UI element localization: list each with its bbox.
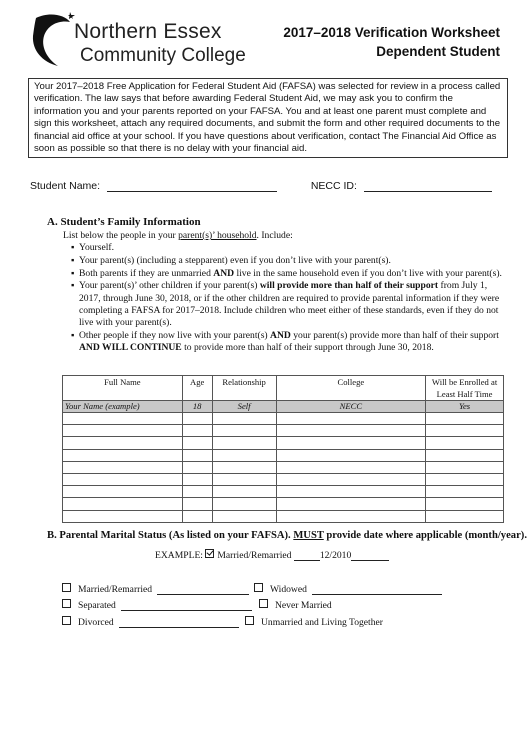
section-a-lead-text: List below the people in your (63, 230, 179, 241)
table-cell[interactable] (276, 498, 426, 510)
date-field[interactable] (119, 616, 239, 628)
checkbox-icon[interactable] (62, 599, 71, 608)
necc-id-field[interactable] (364, 180, 492, 192)
logo-text-line2: Community College (80, 45, 246, 66)
table-cell[interactable] (212, 413, 276, 425)
example-blank-line (294, 549, 320, 561)
checkbox-icon[interactable] (62, 583, 71, 592)
section-b-title-paren: (As listed on your FAFSA). (168, 530, 294, 541)
table-cell[interactable] (426, 437, 504, 449)
date-field[interactable] (312, 583, 442, 595)
example-blank-line (351, 549, 389, 561)
bullet-text: Both parents if they are unmarried (79, 267, 214, 279)
table-cell[interactable] (426, 486, 504, 498)
table-cell[interactable] (63, 473, 183, 485)
section-a-title: A. Student’s Family Information (47, 216, 201, 228)
table-cell[interactable] (212, 437, 276, 449)
option-divorced[interactable] (62, 616, 239, 628)
option-unmarried-living-together[interactable] (245, 616, 383, 628)
table-cell[interactable] (63, 425, 183, 437)
table-row (63, 425, 504, 437)
table-cell[interactable] (182, 498, 212, 510)
table-cell[interactable] (212, 486, 276, 498)
option-label: Married/Remarried (78, 584, 153, 595)
table-cell[interactable] (182, 486, 212, 498)
necc-id-label: NECC ID: (310, 180, 357, 192)
marital-status-example (155, 549, 389, 561)
option-label: Divorced (78, 617, 114, 628)
example-date: 12/2010 (319, 550, 352, 561)
list-item (71, 280, 511, 329)
table-row (63, 413, 504, 425)
table-cell[interactable] (63, 413, 183, 425)
option-label: Never Married (275, 600, 332, 611)
table-cell[interactable] (182, 413, 212, 425)
section-b-title (47, 530, 527, 541)
table-example-row (63, 401, 504, 413)
example-full-name: Your Name (example) (63, 401, 183, 413)
section-a-lead-end: . Include: (256, 230, 293, 241)
example-college: NECC (276, 401, 426, 413)
section-b-title-main: B. Parental Marital Status (47, 530, 169, 541)
table-cell[interactable] (212, 473, 276, 485)
table-cell[interactable] (276, 473, 426, 485)
table-row (63, 498, 504, 510)
checkbox-icon[interactable] (62, 616, 71, 625)
list-item (71, 268, 511, 280)
student-name-label: Student Name: (30, 180, 101, 192)
column-header-full-name: Full Name (63, 376, 183, 401)
table-cell[interactable] (182, 449, 212, 461)
table-cell[interactable] (63, 461, 183, 473)
bullet-text: to provide more than half of their support through June 30, 2018. (181, 342, 434, 354)
table-cell[interactable] (212, 461, 276, 473)
table-cell[interactable] (426, 498, 504, 510)
logo-swoosh-icon (30, 10, 78, 72)
bullet-icon: ▪ (71, 254, 75, 266)
column-header-relationship: Relationship (212, 376, 276, 401)
table-row (63, 473, 504, 485)
option-married[interactable] (62, 583, 249, 595)
table-cell[interactable] (276, 449, 426, 461)
checkbox-icon[interactable] (254, 583, 263, 592)
bullet-text: live in the same household even if you don’t live with your parent(s). (234, 267, 502, 279)
example-relationship: Self (212, 401, 276, 413)
column-header-enrolled: Will be Enrolled at Least Half Time (426, 376, 504, 401)
bullet-text: from July 1, 2017, through June 30, 2018, or if the other children are required to provide parental information if they were completing a FAFSA for 2017–2018. Include children who meet either of these standards, even if they do not live with your parent(s). (79, 280, 500, 329)
table-cell[interactable] (276, 510, 426, 522)
bullet-icon: ▪ (71, 267, 75, 279)
section-b-title-must: MUST (293, 530, 324, 541)
bullet-text: Your parent(s)’ other children if your parent(s) (79, 280, 260, 292)
document-title-line2: Dependent Student (376, 44, 500, 59)
list-item (71, 330, 511, 355)
option-never-married[interactable] (259, 599, 332, 611)
date-field[interactable] (157, 583, 249, 595)
table-cell[interactable] (63, 437, 183, 449)
table-cell[interactable] (426, 413, 504, 425)
table-row (63, 486, 504, 498)
date-field[interactable] (121, 599, 252, 611)
section-a-lead (63, 230, 293, 241)
table-cell[interactable] (63, 498, 183, 510)
table-cell[interactable] (182, 425, 212, 437)
table-cell[interactable] (212, 425, 276, 437)
table-cell[interactable] (182, 437, 212, 449)
table-cell[interactable] (212, 498, 276, 510)
example-label: EXAMPLE: (155, 550, 206, 561)
bullet-icon: ▪ (71, 242, 75, 253)
table-row (63, 437, 504, 449)
option-label: Separated (78, 600, 116, 611)
option-separated[interactable] (62, 599, 252, 611)
table-cell[interactable] (276, 461, 426, 473)
document-title-line1: 2017–2018 Verification Worksheet (283, 25, 500, 40)
example-option-label: Married/Remarried (217, 550, 294, 561)
table-cell[interactable] (182, 473, 212, 485)
table-cell[interactable] (276, 437, 426, 449)
section-b-title-end: provide date where applicable (month/year). (323, 530, 527, 541)
table-row (63, 510, 504, 522)
checked-box-icon (205, 549, 214, 558)
student-name-field[interactable] (107, 180, 277, 192)
table-header-row (63, 376, 504, 401)
table-cell[interactable] (63, 486, 183, 498)
table-cell[interactable] (63, 510, 183, 522)
option-label: Unmarried and Living Together (261, 617, 383, 628)
list-item (71, 255, 511, 267)
document-title (240, 23, 500, 61)
table-cell[interactable] (212, 510, 276, 522)
example-enrolled: Yes (426, 401, 504, 413)
bullet-icon: ▪ (71, 330, 75, 342)
checkbox-icon[interactable] (259, 599, 268, 608)
table-cell[interactable] (426, 449, 504, 461)
table-cell[interactable] (276, 486, 426, 498)
table-cell[interactable] (426, 510, 504, 522)
logo-text-line1: Northern Essex (74, 20, 222, 43)
intro-notice: Your 2017–2018 Free Application for Federal Student Aid (FAFSA) was selected for review in a process called verification. The law says that before awarding Federal Student Aid, we may ask you to confirm the information you and your parents reported on your FAFSA. You and at least one parent must complete and sign this worksheet, attach any required documents, and submit the form and other required documents to the financial aid office at your school. If you have questions about verification, contact The Financial Aid Office as soon as possible so that there is no delay with your financial aid. (28, 78, 508, 158)
column-header-college: College (276, 376, 426, 401)
bullet-icon: ▪ (71, 280, 75, 292)
table-cell[interactable] (426, 461, 504, 473)
table-cell[interactable] (212, 449, 276, 461)
option-widowed[interactable] (254, 583, 442, 595)
table-cell[interactable] (63, 449, 183, 461)
section-a-bullet-list (71, 242, 511, 355)
checkbox-icon[interactable] (245, 616, 254, 625)
table-cell[interactable] (426, 425, 504, 437)
college-logo (30, 10, 246, 70)
example-age: 18 (182, 401, 212, 413)
family-members-table (62, 375, 504, 523)
option-label: Widowed (270, 584, 307, 595)
bullet-text: Your parent(s) (including a stepparent) even if you don’t live with your parent(s). (79, 254, 391, 266)
bullet-bold: AND (270, 330, 291, 342)
bullet-bold: AND WILL CONTINUE (79, 342, 182, 354)
column-header-age: Age (182, 376, 212, 401)
table-cell[interactable] (182, 461, 212, 473)
student-info-row (30, 180, 500, 196)
table-cell[interactable] (276, 413, 426, 425)
list-item (71, 242, 511, 254)
section-a-lead-underlined: parent(s)’ household (178, 230, 257, 241)
bullet-bold: will provide more than half of their support (259, 280, 439, 292)
bullet-bold: AND (213, 267, 235, 279)
table-row (63, 461, 504, 473)
bullet-text: your parent(s) provide more than half of their support (290, 330, 499, 342)
table-cell[interactable] (276, 425, 426, 437)
bullet-text: Yourself. (79, 242, 115, 253)
table-cell[interactable] (182, 510, 212, 522)
bullet-text: Other people if they now live with your parent(s) (79, 330, 271, 342)
table-cell[interactable] (426, 473, 504, 485)
table-row (63, 449, 504, 461)
